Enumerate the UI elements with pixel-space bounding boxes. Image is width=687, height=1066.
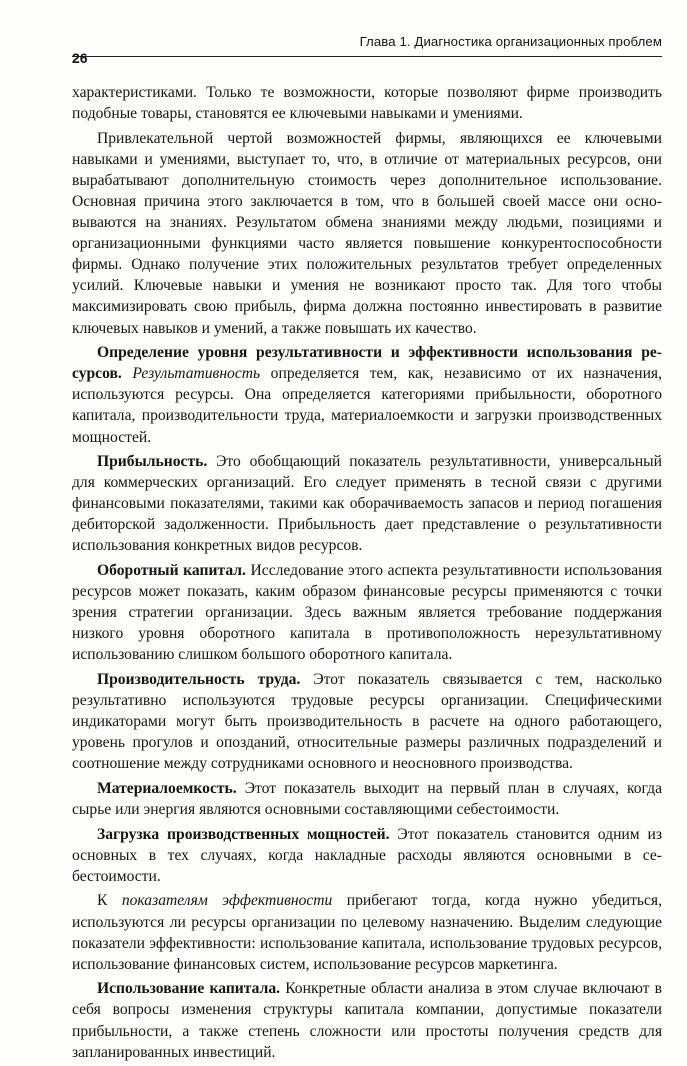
paragraph [72,342,662,447]
chapter-title: Глава 1. Диагностика организационных проблем [359,34,662,49]
term-emphasis: Результативность [132,365,261,383]
paragraph-heading: Определение уровня результативности и эффективности использования ресурсов. [72,344,662,383]
paragraph-text: Этот показатель становится одним из основных в тех случаях, когда накладные расходы являются основными в себестоимости. [72,825,662,885]
paragraph [72,978,662,1062]
body-text [72,82,662,1066]
paragraph [72,778,662,820]
paragraph [72,669,662,774]
paragraph-text: прибегают тогда, когда нужно убедиться, используются ли ресурсы организации по целевому назначению. Выделим следующие показатели эффективности: использование капитала, использование трудовых ресурсов, использование финансовых систем, использование ресурсов маркетинга. [72,892,662,973]
paragraph-heading: Материалоемкость. [97,780,237,797]
paragraph-heading: Производительность труда. [97,671,301,689]
paragraph-text: Это обобщающий показатель результативности, универсальный для коммерческих организаций. Его следует применять в тесной связи с другими финансовыми показателями, такими как оборачиваемость запасов и период погашения дебиторской задолженности. Прибыльность дает представление о результативности использования конкретных видов ресурсов. [72,453,663,555]
paragraph-heading: Загрузка производственных мощностей. [97,825,390,843]
paragraph-heading: Прибыльность. [97,453,208,471]
paragraph [72,128,662,339]
paragraph-text: Привлекательной чертой возможностей фирмы, являющихся ее ключевыми навыками и умениями, выступает то, что, в отличие от материальных ресурсов, они вырабатывают дополнительную стоимость через дополнительное использование. Основная причина этого заключается в том, что в большей своей массе они основываются на знаниях. Результатом обмена знаниями между людьми, позициями и организационными функциями часто является повышение конкурентоспособности фирмы. Однако получение этих положительных результатов требует определенных усилий. Ключевые навыки и умения не возникают просто так. Для того чтобы максимизировать свою прибыль, фирма должна постоянно инвестировать в развитие ключевых навыков и умений, а также повышать их качество. [72,129,662,337]
paragraph-heading: Использование капитала. [97,980,281,998]
paragraph-text: Этот показатель выходит на первый план в случаях, когда сырье или энергия являются основными составляющими себестоимости. [72,780,662,819]
paragraph-text: Этот показатель связывается с тем, насколько результативно используются трудовые ресурсы организации. Специфическими индикаторами могут быть производительность в расчете на одного работающего, уровень прогулов и опозданий, относительные размеры различных подразделений и соотношение между сотрудниками основного и неосновного производства. [72,671,663,773]
paragraph-text: характеристиками. Только те возможности, которые позволяют фирме производить подобные товары, становятся ее ключевыми навыками и умениями. [72,84,662,123]
term-emphasis: показателям эффективности [121,892,333,910]
paragraph-text: Исследование этого аспекта результативности использования ресурсов может показать, каким образом финансовые ресурсы применяются с точки зрения стратегии организации. Здесь важным является требование поддержания низкого уровня оборотного капитала в противоположность нерезультативному использованию слишком большого оборотного капитала. [72,562,662,664]
paragraph [72,560,662,665]
page-number: 26 [72,50,88,66]
paragraph-text: определяется тем, как, независимо от их назначения, используются ресурсы. Она определяется категориями прибыльности, оборотного капитала, производительности труда, материалоемкости и загрузки производственных мощностей. [72,365,662,446]
paragraph [72,824,662,887]
paragraph [72,451,662,556]
paragraph-heading: Оборотный капитал. [97,562,246,580]
paragraph [72,82,662,124]
paragraph [72,890,662,974]
paragraph-prefix: К [97,892,108,910]
page-header [72,30,662,66]
paragraph-text: Конкретные области анализа в этом случае включают в себя вопросы изменения структуры капитала компании, допустимые показатели прибыльности, а также степень сложности или простоты получения средств для запланированных инвестиций. [72,980,662,1061]
